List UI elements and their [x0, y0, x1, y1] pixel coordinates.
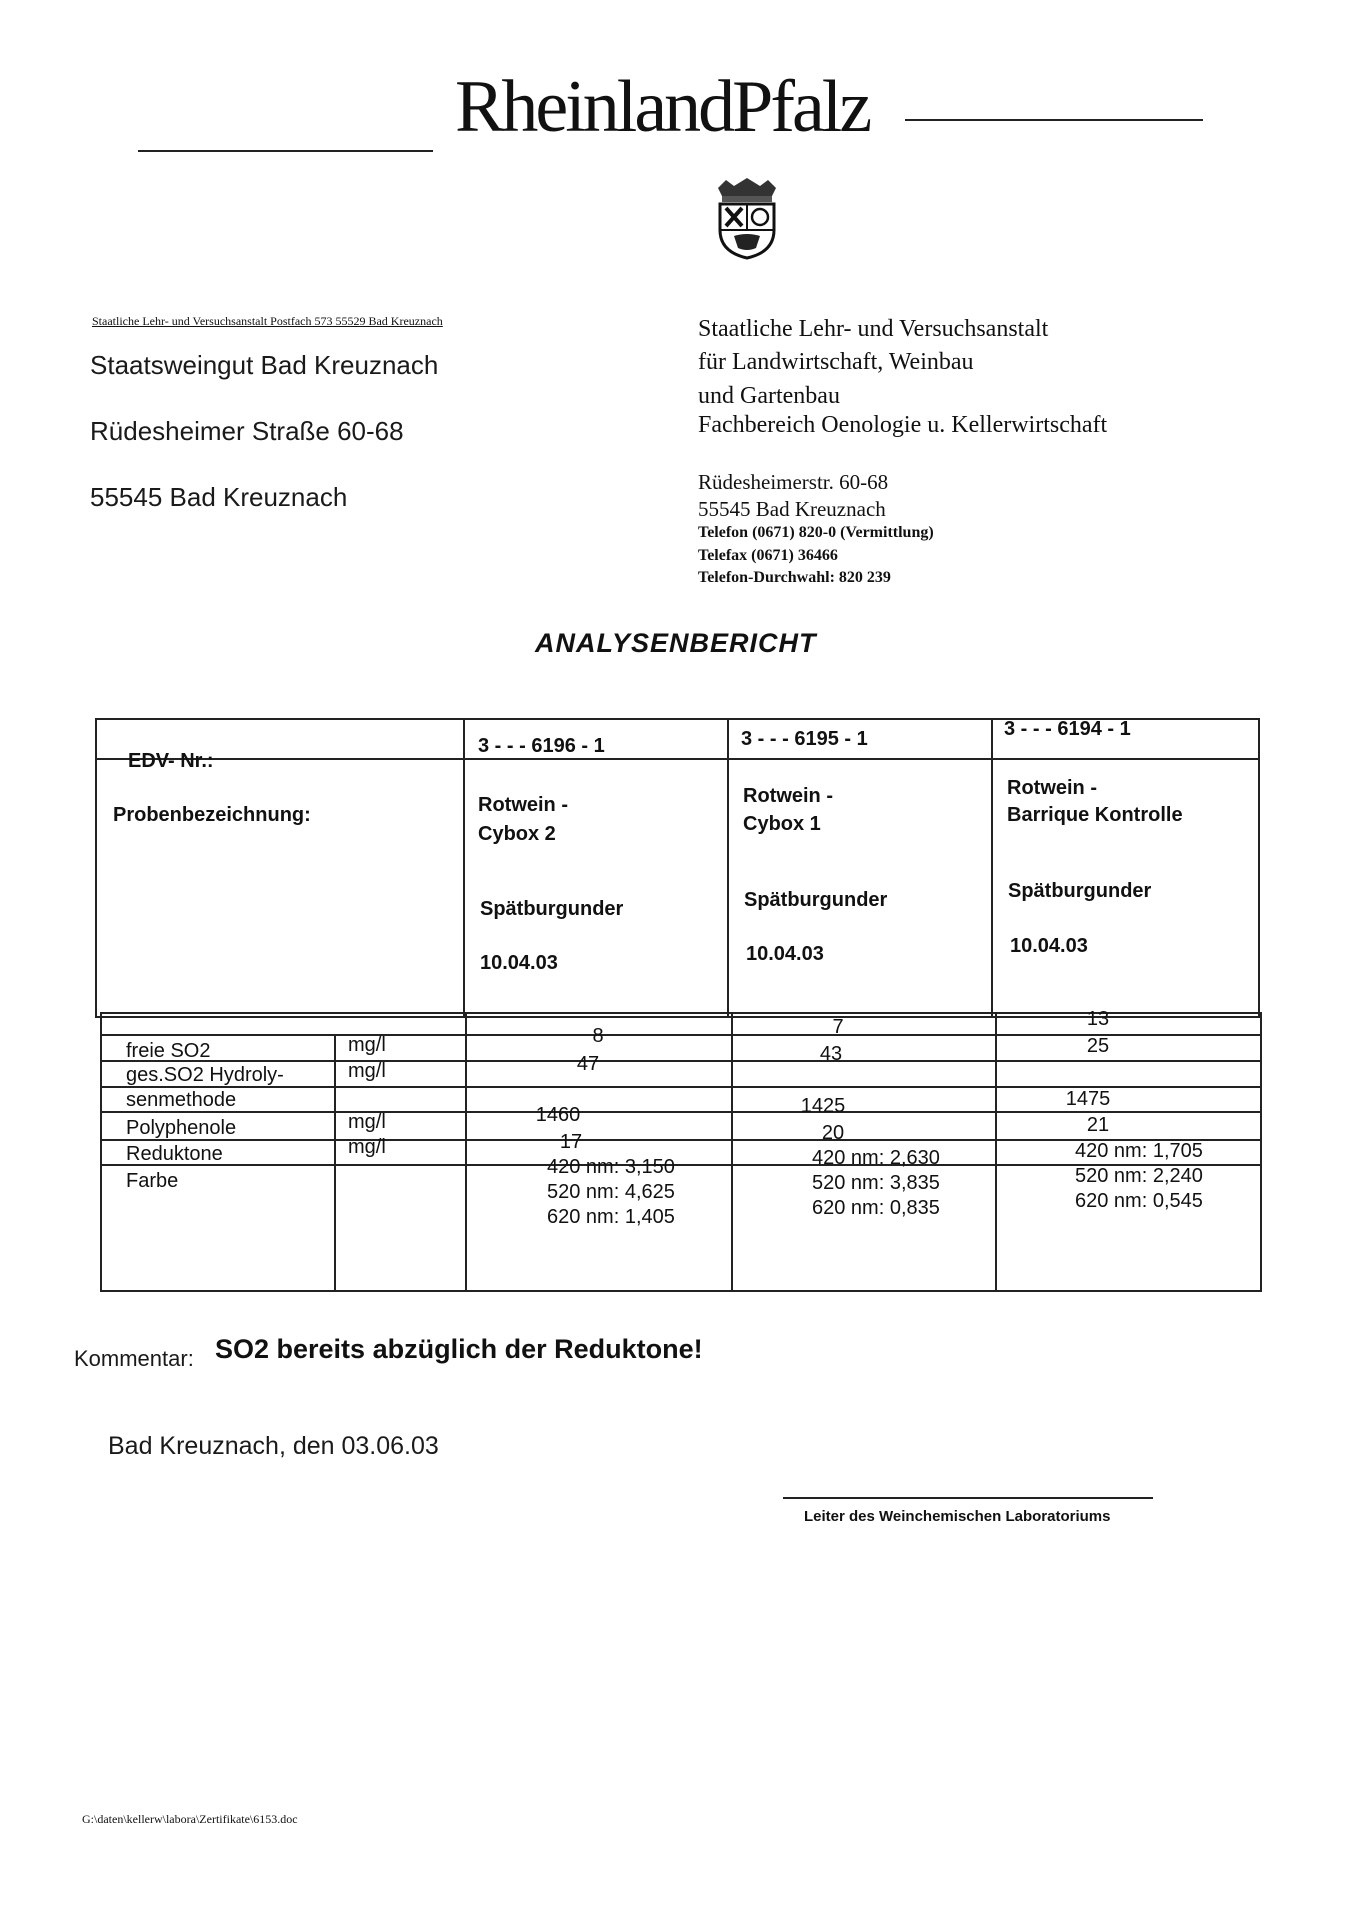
farbe-s1-420: 420 nm: 3,150: [547, 1156, 675, 1178]
header-rule-left: [138, 150, 433, 152]
brand-logo-text: RheinlandPfalz: [455, 66, 870, 148]
signature-line: [783, 1497, 1153, 1499]
value-polyphenole-s1: 1460: [535, 1104, 581, 1126]
sample-3-name-line-1: Rotwein -: [1007, 777, 1097, 799]
institution-street: Rüdesheimerstr. 60-68: [698, 470, 889, 494]
farbe-s1-620: 620 nm: 1,405: [547, 1206, 675, 1228]
sample-2-variety: Spätburgunder: [744, 889, 888, 911]
coat-of-arms-icon: [712, 178, 782, 260]
sample-1-name-line-2: Cybox 2: [478, 823, 556, 845]
farbe-s2-420: 420 nm: 2,630: [812, 1147, 940, 1169]
row-label-total-so2-line-1: ges.SO2 Hydroly-: [126, 1064, 284, 1086]
value-free-so2-s2: 7: [832, 1016, 844, 1038]
sample-2-name-line-2: Cybox 1: [743, 813, 821, 835]
recipient-name: Staatsweingut Bad Kreuznach: [90, 350, 439, 380]
recipient-street: Rüdesheimer Straße 60-68: [90, 416, 404, 446]
sample-3-edv: 3 - - - 6194 - 1: [1004, 718, 1131, 740]
report-title: ANALYSENBERICHT: [535, 628, 817, 658]
unit-polyphenole: mg/l: [348, 1111, 386, 1133]
value-total-so2-s1: 47: [576, 1053, 600, 1075]
row-label-farbe: Farbe: [126, 1170, 179, 1192]
file-path: G:\daten\kellerw\labora\Zertifikate\6153.doc: [82, 1812, 298, 1826]
value-reduktone-s2: 20: [821, 1122, 845, 1144]
sample-2-edv: 3 - - - 6195 - 1: [741, 728, 868, 750]
farbe-s3-520: 520 nm: 2,240: [1075, 1165, 1203, 1187]
probe-label: Probenbezeichnung:: [113, 804, 311, 826]
institution-phone: Telefon (0671) 820-0 (Vermittlung): [698, 524, 934, 541]
comment-text: SO2 bereits abzüglich der Reduktone!: [215, 1334, 703, 1364]
row-label-reduktone: Reduktone: [126, 1143, 223, 1165]
institution-fax: Telefax (0671) 36466: [698, 547, 838, 564]
farbe-s2-620: 620 nm: 0,835: [812, 1197, 940, 1219]
institution-direct-phone: Telefon-Durchwahl: 820 239: [698, 569, 891, 586]
sample-1-variety: Spätburgunder: [480, 898, 624, 920]
institution-city: 55545 Bad Kreuznach: [698, 497, 886, 521]
unit-total-so2: mg/l: [348, 1060, 386, 1082]
unit-free-so2: mg/l: [348, 1034, 386, 1056]
samples-table-col-divider-3: [991, 718, 993, 1018]
samples-table-header-rule: [95, 758, 1260, 760]
institution-line-1: Staatliche Lehr- und Versuchsanstalt: [698, 316, 1049, 342]
recipient-city: 55545 Bad Kreuznach: [90, 482, 348, 512]
farbe-s2-520: 520 nm: 3,835: [812, 1172, 940, 1194]
samples-table-col-divider-1: [463, 718, 465, 1018]
farbe-s3-420: 420 nm: 1,705: [1075, 1140, 1203, 1162]
institution-line-3: und Gartenbau: [698, 383, 840, 409]
signature-label: Leiter des Weinchemischen Laboratoriums: [804, 1508, 1111, 1525]
sample-3-name-line-2: Barrique Kontrolle: [1007, 804, 1183, 826]
value-total-so2-s3: 25: [1086, 1035, 1110, 1057]
sample-2-name-line-1: Rotwein -: [743, 785, 833, 807]
results-col-divider-unit: [334, 1034, 336, 1292]
row-label-polyphenole: Polyphenole: [126, 1117, 237, 1139]
value-polyphenole-s3: 1475: [1065, 1088, 1111, 1110]
institution-line-4: Fachbereich Oenologie u. Kellerwirtschaft: [698, 412, 1108, 438]
sender-return-address: Staatliche Lehr- und Versuchsanstalt Postfach 573 55529 Bad Kreuznach: [92, 314, 443, 328]
institution-line-2: für Landwirtschaft, Weinbau: [698, 349, 974, 375]
samples-table: [95, 718, 1260, 1018]
sample-1-edv: 3 - - - 6196 - 1: [478, 735, 605, 757]
header-rule-right: [905, 119, 1203, 121]
value-reduktone-s3: 21: [1086, 1114, 1110, 1136]
sample-3-variety: Spätburgunder: [1008, 880, 1152, 902]
value-total-so2-s2: 43: [819, 1043, 843, 1065]
sample-3-date: 10.04.03: [1010, 935, 1088, 957]
value-polyphenole-s2: 1425: [800, 1095, 846, 1117]
value-free-so2-s1: 8: [592, 1025, 604, 1047]
sample-1-date: 10.04.03: [480, 952, 558, 974]
place-date: Bad Kreuznach, den 03.06.03: [108, 1432, 439, 1460]
farbe-s1-520: 520 nm: 4,625: [547, 1181, 675, 1203]
edv-label: EDV- Nr.:: [128, 750, 214, 772]
sample-1-name-line-1: Rotwein -: [478, 794, 568, 816]
value-free-so2-s3: 13: [1086, 1008, 1110, 1030]
sample-2-date: 10.04.03: [746, 943, 824, 965]
unit-reduktone: mg/l: [348, 1136, 386, 1158]
row-label-free-so2: freie SO2: [126, 1040, 211, 1062]
samples-table-col-divider-2: [727, 718, 729, 1018]
farbe-s3-620: 620 nm: 0,545: [1075, 1190, 1203, 1212]
row-label-total-so2-line-2: senmethode: [126, 1089, 237, 1111]
comment-label: Kommentar:: [74, 1346, 194, 1371]
value-reduktone-s1: 17: [559, 1131, 583, 1153]
